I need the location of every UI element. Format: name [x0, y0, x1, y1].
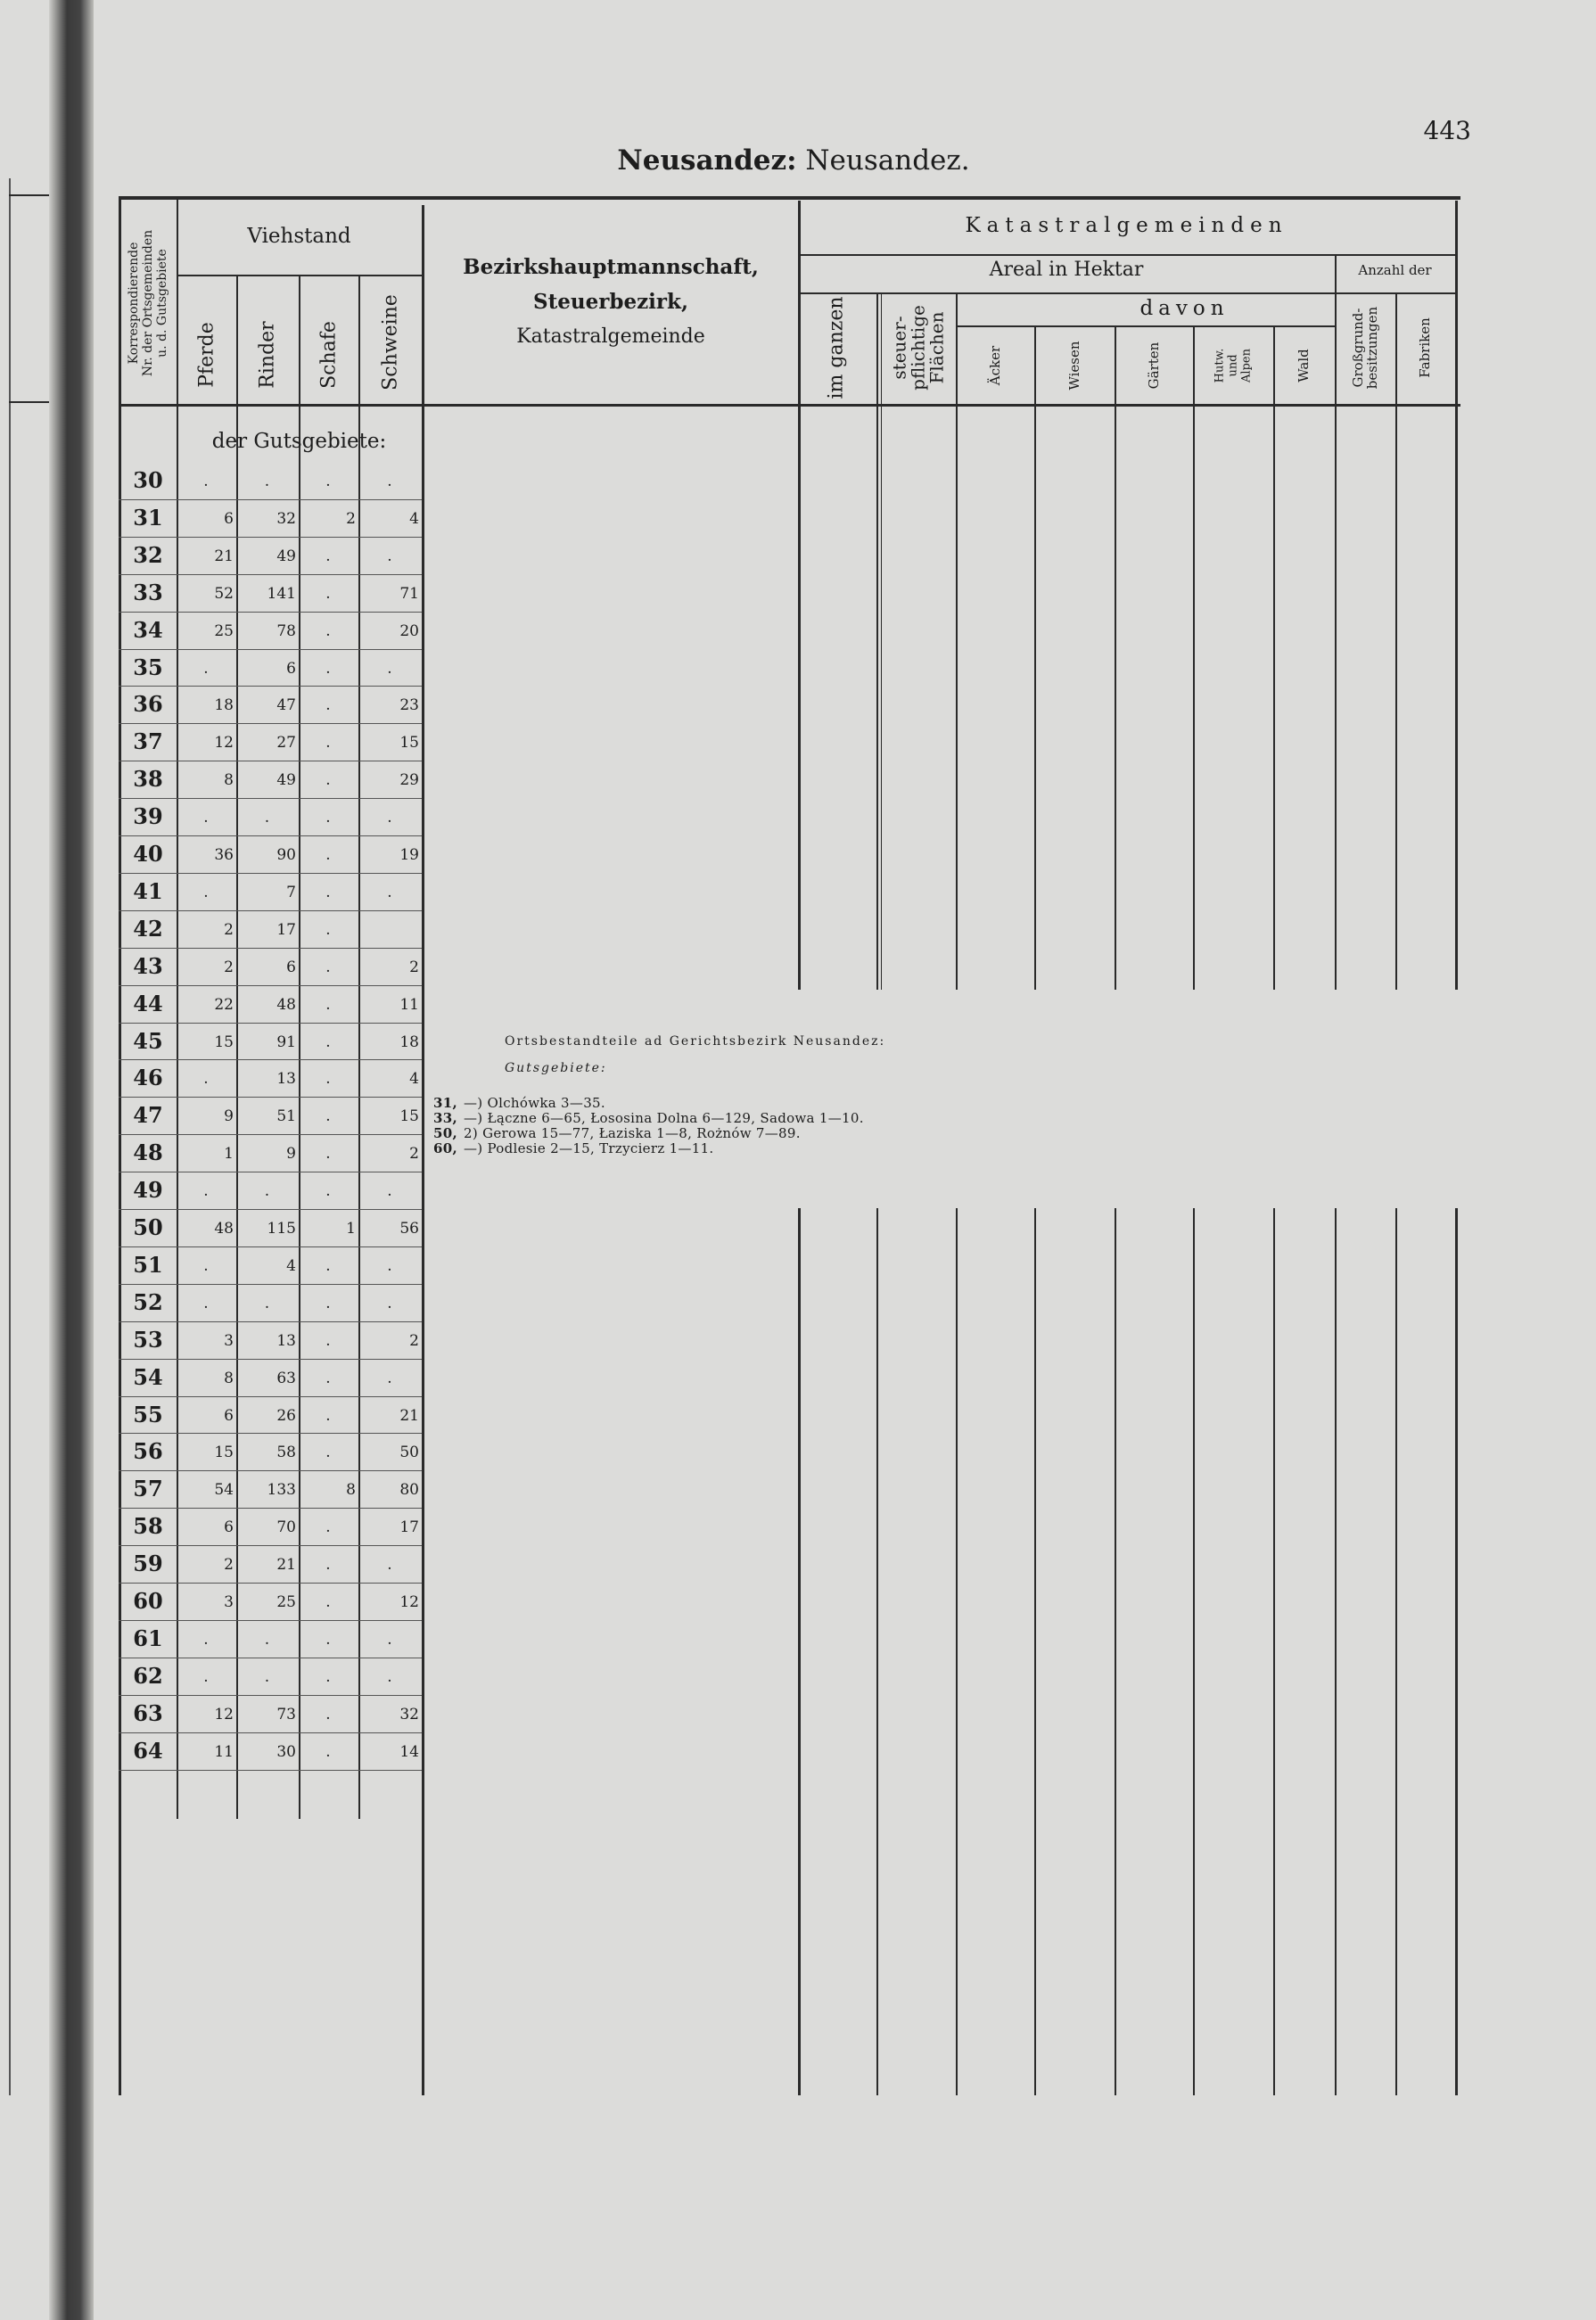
row-number: 57 — [133, 1476, 163, 1502]
cell-rinder: 91 — [276, 1032, 296, 1051]
cell-rinder: 58 — [276, 1444, 296, 1462]
row-rule — [119, 649, 422, 650]
cell-schafe: . — [325, 771, 331, 790]
header-schafe: Schafe — [317, 321, 341, 389]
bezirk-line-2: Steuerbezirk, — [533, 290, 688, 314]
cell-rinder: 6 — [286, 659, 296, 678]
note-text: —) Podlesie 2—15, Trzycierz 1—11. — [464, 1140, 714, 1156]
cell-schafe: . — [325, 1556, 331, 1575]
row-rule — [119, 948, 422, 949]
row-number: 38 — [133, 766, 163, 793]
hutw-line-2: und — [1226, 354, 1240, 377]
left-edge-line — [9, 178, 11, 2095]
row-number: 60 — [133, 1588, 163, 1614]
header-aecker: Äcker — [987, 345, 1003, 386]
cell-schafe: . — [325, 846, 331, 864]
row-number: 58 — [133, 1513, 163, 1540]
cell-rinder: 90 — [276, 846, 296, 864]
cell-pferde: 2 — [224, 1556, 234, 1575]
header-steuerpflichtige — [888, 305, 948, 391]
row-number: 41 — [133, 877, 163, 904]
row-rule — [119, 1545, 422, 1546]
cell-pferde: 6 — [224, 1518, 234, 1537]
cell-schafe: . — [325, 920, 331, 939]
header-rinder: Rinder — [256, 321, 279, 389]
cell-pferde: 6 — [224, 1406, 234, 1425]
col-line-wald — [1335, 254, 1337, 990]
row-rule — [119, 499, 422, 500]
col-line-imganzen — [876, 292, 878, 990]
row-number: 36 — [133, 691, 163, 718]
cell-schweine: 15 — [399, 734, 419, 753]
cell-schafe: 8 — [346, 1481, 356, 1500]
steuer-line-2: pflichtige — [907, 305, 929, 391]
cell-schafe: . — [325, 1705, 331, 1724]
page-title — [535, 144, 1052, 177]
note-text: 2) Gerowa 15—77, Łaziska 1—8, Rożnów 7—89. — [464, 1125, 801, 1141]
header-im-ganzen: im ganzen — [825, 296, 848, 399]
col-line-gross-lower — [1395, 1208, 1397, 2095]
header-wald: Wald — [1296, 349, 1312, 383]
cell-schweine: 19 — [399, 846, 419, 864]
cell-schweine: 12 — [399, 1593, 419, 1611]
cell-schafe: . — [325, 547, 331, 565]
cell-schweine: . — [387, 1556, 392, 1575]
row-number: 33 — [133, 579, 163, 605]
cell-schafe: . — [325, 734, 331, 753]
cell-pferde: 12 — [214, 1705, 234, 1724]
cell-schafe: . — [325, 1256, 331, 1275]
cell-rinder: 9 — [286, 1145, 296, 1164]
header-hutw — [1213, 349, 1254, 383]
cell-rinder: 49 — [276, 771, 296, 790]
viehstand-rule — [177, 275, 422, 276]
row-rule — [119, 910, 422, 911]
cell-schweine: 21 — [399, 1406, 419, 1425]
katastral-header: Katastralgemeinden — [965, 214, 1288, 237]
cell-schafe: . — [325, 1742, 331, 1761]
cell-schafe: . — [325, 1406, 331, 1425]
row-number: 59 — [133, 1551, 163, 1577]
cell-pferde: 25 — [214, 621, 234, 640]
korr-line-3: u. d. Gutsgebiete — [155, 249, 169, 358]
cell-rinder: 30 — [276, 1742, 296, 1761]
header-fabriken: Fabriken — [1417, 317, 1433, 378]
col-line-right — [1455, 201, 1458, 990]
cell-pferde: . — [203, 1630, 209, 1649]
row-rule — [119, 1246, 422, 1247]
cell-pferde: 9 — [224, 1107, 234, 1126]
cell-rinder: 6 — [286, 958, 296, 976]
cell-pferde: 12 — [214, 734, 234, 753]
row-rule — [119, 1059, 422, 1060]
davon-rule — [956, 325, 1335, 327]
col-line-imganzen-b — [881, 292, 882, 990]
row-number: 50 — [133, 1214, 163, 1240]
cell-schweine: 50 — [399, 1444, 419, 1462]
binding-shadow — [49, 0, 94, 2320]
areal-rule — [798, 292, 1455, 294]
cell-pferde: 48 — [214, 1220, 234, 1238]
cell-schweine: . — [387, 1369, 392, 1387]
cell-rinder: 25 — [276, 1593, 296, 1611]
cell-schweine: . — [387, 1294, 392, 1312]
cell-pferde: 15 — [214, 1444, 234, 1462]
row-number: 40 — [133, 841, 163, 867]
cell-rinder: 7 — [286, 883, 296, 901]
row-rule — [119, 1620, 422, 1621]
cell-pferde: 2 — [224, 958, 234, 976]
cell-rinder: . — [264, 1294, 270, 1312]
anzahl-header: Anzahl der — [1358, 262, 1432, 278]
cell-schweine: 2 — [409, 958, 419, 976]
row-number: 62 — [133, 1662, 163, 1689]
row-rule — [119, 1433, 422, 1434]
cell-pferde: 2 — [224, 920, 234, 939]
cell-schafe: . — [325, 1518, 331, 1537]
bezirk-header — [424, 250, 798, 354]
cell-rinder: 13 — [276, 1070, 296, 1089]
col-line-wald-lower — [1335, 1208, 1337, 2095]
hutw-line-1: Hutw. — [1213, 348, 1227, 383]
title-normal: Neusandez. — [796, 144, 970, 177]
cell-pferde: . — [203, 1294, 209, 1312]
row-number: 61 — [133, 1625, 163, 1651]
row-rule — [119, 612, 422, 613]
table-top-rule — [119, 196, 1460, 200]
cell-rinder: . — [264, 809, 270, 827]
cell-rinder: 26 — [276, 1406, 296, 1425]
cell-pferde: . — [203, 809, 209, 827]
row-number: 30 — [133, 467, 163, 493]
cell-rinder: 63 — [276, 1369, 296, 1387]
left-stub-line — [9, 194, 49, 196]
cell-schweine: 20 — [399, 621, 419, 640]
cell-schafe: . — [325, 1032, 331, 1051]
cell-schafe: . — [325, 958, 331, 976]
header-bottom-rule — [119, 404, 1460, 407]
cell-rinder: 27 — [276, 734, 296, 753]
cell-pferde: 8 — [224, 1369, 234, 1387]
cell-schweine: . — [387, 473, 392, 490]
cell-schweine: 4 — [409, 1070, 419, 1089]
cell-pferde: . — [203, 1182, 209, 1201]
cell-schafe: . — [325, 883, 331, 901]
cell-schweine: . — [387, 1182, 392, 1201]
cell-schafe: . — [325, 1070, 331, 1089]
cell-pferde: 52 — [214, 584, 234, 603]
col-line-right-lower — [1455, 1208, 1458, 2095]
cell-pferde: 15 — [214, 1032, 234, 1051]
cell-pferde: . — [203, 883, 209, 901]
cell-schafe: . — [325, 809, 331, 827]
cell-schweine: 18 — [399, 1032, 419, 1051]
katastral-rule — [798, 254, 1455, 256]
row-rule — [119, 1470, 422, 1471]
korr-line-2: Nr. der Ortsgemeinden — [141, 229, 155, 377]
row-rule — [119, 1023, 422, 1024]
cell-schafe: . — [325, 1444, 331, 1462]
cell-schweine: . — [387, 1667, 392, 1686]
row-number: 46 — [133, 1065, 163, 1091]
col-line-wiesen-lower — [1115, 1208, 1116, 2095]
viehstand-header: Viehstand — [247, 225, 351, 248]
notes-heading: Ortsbestandteile ad Gerichtsbezirk Neusandez: — [505, 1034, 886, 1049]
cell-schafe: . — [325, 1331, 331, 1350]
cell-rinder: 133 — [267, 1481, 296, 1500]
cell-schafe: 1 — [346, 1220, 356, 1238]
col-line-katastral-left-lower — [798, 1208, 801, 2095]
row-rule — [119, 985, 422, 986]
row-rule — [119, 686, 422, 687]
cell-pferde: . — [203, 659, 209, 678]
cell-schweine: . — [387, 883, 392, 901]
cell-pferde: 6 — [224, 509, 234, 528]
row-rule — [119, 1359, 422, 1360]
row-number: 39 — [133, 803, 163, 830]
cell-rinder: . — [264, 1630, 270, 1649]
cell-schweine: . — [387, 547, 392, 565]
cell-pferde: 18 — [214, 696, 234, 715]
cell-schweine: 4 — [409, 509, 419, 528]
col-line-schweine — [422, 205, 424, 2095]
header-gaerten: Gärten — [1146, 341, 1162, 390]
col-line-gross — [1395, 292, 1397, 990]
cell-schweine: 14 — [399, 1742, 419, 1761]
areal-header: Areal in Hektar — [989, 259, 1144, 281]
cell-schweine: 15 — [399, 1107, 419, 1126]
row-rule — [119, 574, 422, 575]
cell-rinder: 32 — [276, 509, 296, 528]
bezirk-line-1: Bezirkshauptmannschaft, — [463, 255, 759, 279]
row-number: 32 — [133, 541, 163, 568]
row-number: 56 — [133, 1438, 163, 1465]
cell-pferde: 8 — [224, 771, 234, 790]
korr-line-1: Korrespondierende — [127, 242, 141, 365]
steuer-line-1: steuer- — [888, 316, 910, 380]
cell-schafe: . — [325, 1182, 331, 1201]
cell-schweine: 71 — [399, 584, 419, 603]
cell-rinder: 51 — [276, 1107, 296, 1126]
cell-rinder: 21 — [276, 1556, 296, 1575]
cell-rinder: 48 — [276, 995, 296, 1014]
header-grossgrund — [1351, 307, 1379, 389]
cell-schafe: . — [325, 473, 331, 490]
cell-schafe: . — [325, 1667, 331, 1686]
row-number: 54 — [133, 1363, 163, 1390]
row-number: 49 — [133, 1177, 163, 1204]
row-number: 31 — [133, 504, 163, 531]
cell-rinder: 115 — [267, 1220, 296, 1238]
cell-rinder: 70 — [276, 1518, 296, 1537]
cell-rinder: 141 — [267, 584, 296, 603]
note-ref: 50, — [433, 1125, 457, 1141]
row-rule — [119, 1209, 422, 1210]
cell-schafe: . — [325, 621, 331, 640]
row-number: 47 — [133, 1102, 163, 1129]
cell-schweine: 23 — [399, 696, 419, 715]
cell-pferde: 3 — [224, 1593, 234, 1611]
korrespondierende-header — [127, 205, 169, 401]
cell-rinder: 73 — [276, 1705, 296, 1724]
cell-pferde: . — [203, 473, 209, 490]
note-ref: 33, — [433, 1110, 457, 1126]
row-rule — [119, 537, 422, 538]
row-number: 37 — [133, 728, 163, 755]
row-number: 55 — [133, 1401, 163, 1427]
cell-schafe: . — [325, 584, 331, 603]
steuer-line-3: Flächen — [926, 311, 948, 384]
row-rule — [119, 1097, 422, 1098]
row-rule — [119, 1695, 422, 1696]
row-number: 52 — [133, 1288, 163, 1315]
cell-schafe: . — [325, 659, 331, 678]
header-schweine: Schweine — [379, 294, 402, 391]
cell-schweine: 29 — [399, 771, 419, 790]
cell-schweine: 17 — [399, 1518, 419, 1537]
row-number: 42 — [133, 915, 163, 942]
cell-pferde: 3 — [224, 1331, 234, 1350]
cell-rinder: 17 — [276, 920, 296, 939]
row-rule — [119, 1583, 422, 1584]
col-line-steuer — [956, 292, 958, 990]
cell-rinder: 47 — [276, 696, 296, 715]
cell-schafe: . — [325, 1107, 331, 1126]
row-rule — [119, 873, 422, 874]
row-number: 35 — [133, 654, 163, 680]
cell-rinder: . — [264, 1182, 270, 1201]
note-ref: 31, — [433, 1095, 457, 1111]
row-rule — [119, 1732, 422, 1733]
cell-rinder: 13 — [276, 1331, 296, 1350]
cell-schafe: . — [325, 1145, 331, 1164]
header-wiesen: Wiesen — [1066, 341, 1082, 391]
col-line-aecker-lower — [1034, 1208, 1036, 2095]
left-stub-line-2 — [9, 401, 49, 403]
cell-schweine: 11 — [399, 995, 419, 1014]
row-number: 53 — [133, 1326, 163, 1353]
gross-line-2: besitzungen — [1364, 306, 1380, 390]
row-number: 48 — [133, 1139, 163, 1166]
col-line-steuer-lower — [956, 1208, 958, 2095]
cell-pferde: 11 — [214, 1742, 234, 1761]
cell-schafe: . — [325, 995, 331, 1014]
cell-pferde: . — [203, 1256, 209, 1275]
note-text: —) Olchówka 3—35. — [464, 1095, 605, 1111]
col-line-katastral-left — [798, 201, 801, 990]
cell-schweine: . — [387, 809, 392, 827]
cell-rinder: . — [264, 1667, 270, 1686]
row-number: 43 — [133, 952, 163, 979]
cell-pferde: 36 — [214, 846, 234, 864]
row-number: 51 — [133, 1251, 163, 1278]
row-number: 64 — [133, 1737, 163, 1764]
row-number: 45 — [133, 1027, 163, 1054]
row-rule — [119, 835, 422, 836]
cell-schafe: . — [325, 1294, 331, 1312]
cell-schafe: . — [325, 696, 331, 715]
row-rule — [119, 1508, 422, 1509]
cell-rinder: 78 — [276, 621, 296, 640]
cell-schweine: 32 — [399, 1705, 419, 1724]
cell-pferde: 1 — [224, 1145, 234, 1164]
cell-schafe: . — [325, 1593, 331, 1611]
row-rule — [119, 723, 422, 724]
row-rule — [119, 1134, 422, 1135]
bezirk-line-3: Katastralgemeinde — [516, 325, 705, 348]
cell-schweine: 2 — [409, 1145, 419, 1164]
cell-schweine: . — [387, 659, 392, 678]
title-bold: Neusandez: — [617, 144, 797, 177]
col-line-imganzen-lower — [876, 1208, 878, 2095]
row-number: 44 — [133, 990, 163, 1016]
page-number: 443 — [1423, 116, 1471, 145]
cell-schweine: . — [387, 1630, 392, 1649]
row-number: 34 — [133, 616, 163, 643]
cell-rinder: 4 — [286, 1256, 296, 1275]
cell-pferde: . — [203, 1070, 209, 1089]
row-rule — [119, 1770, 422, 1771]
note-text: —) Łączne 6—65, Łososina Dolna 6—129, Sadowa 1—10. — [464, 1110, 864, 1126]
col-line-hutw-lower — [1273, 1208, 1275, 2095]
col-line-aecker — [1034, 325, 1036, 990]
header-pferde: Pferde — [195, 322, 218, 388]
cell-rinder: 49 — [276, 547, 296, 565]
cell-schweine: 56 — [399, 1220, 419, 1238]
col-line-gaerten-lower — [1193, 1208, 1195, 2095]
cell-schweine: 2 — [409, 1331, 419, 1350]
notes-subheading: Gutsgebiete: — [505, 1061, 607, 1075]
cell-pferde: 22 — [214, 995, 234, 1014]
row-rule — [119, 798, 422, 799]
cell-schweine: . — [387, 1256, 392, 1275]
hutw-line-3: Alpen — [1239, 349, 1254, 383]
cell-pferde: 21 — [214, 547, 234, 565]
col-line-gaerten — [1193, 325, 1195, 990]
row-rule — [119, 1396, 422, 1397]
section-label: der Gutsgebiete: — [211, 430, 387, 453]
col-line-hutw — [1273, 325, 1275, 990]
row-rule — [119, 1321, 422, 1322]
row-number: 63 — [133, 1699, 163, 1726]
cell-pferde: . — [203, 1667, 209, 1686]
gross-line-1: Großgrund- — [1350, 308, 1366, 388]
cell-schafe: . — [325, 1369, 331, 1387]
cell-schweine: 80 — [399, 1481, 419, 1500]
cell-rinder: . — [264, 473, 270, 490]
cell-schafe: 2 — [346, 509, 356, 528]
cell-schafe: . — [325, 1630, 331, 1649]
note-ref: 60, — [433, 1140, 457, 1156]
cell-pferde: 54 — [214, 1481, 234, 1500]
col-line-wiesen — [1115, 325, 1116, 990]
row-rule — [119, 1284, 422, 1285]
davon-header: davon — [1139, 297, 1230, 320]
